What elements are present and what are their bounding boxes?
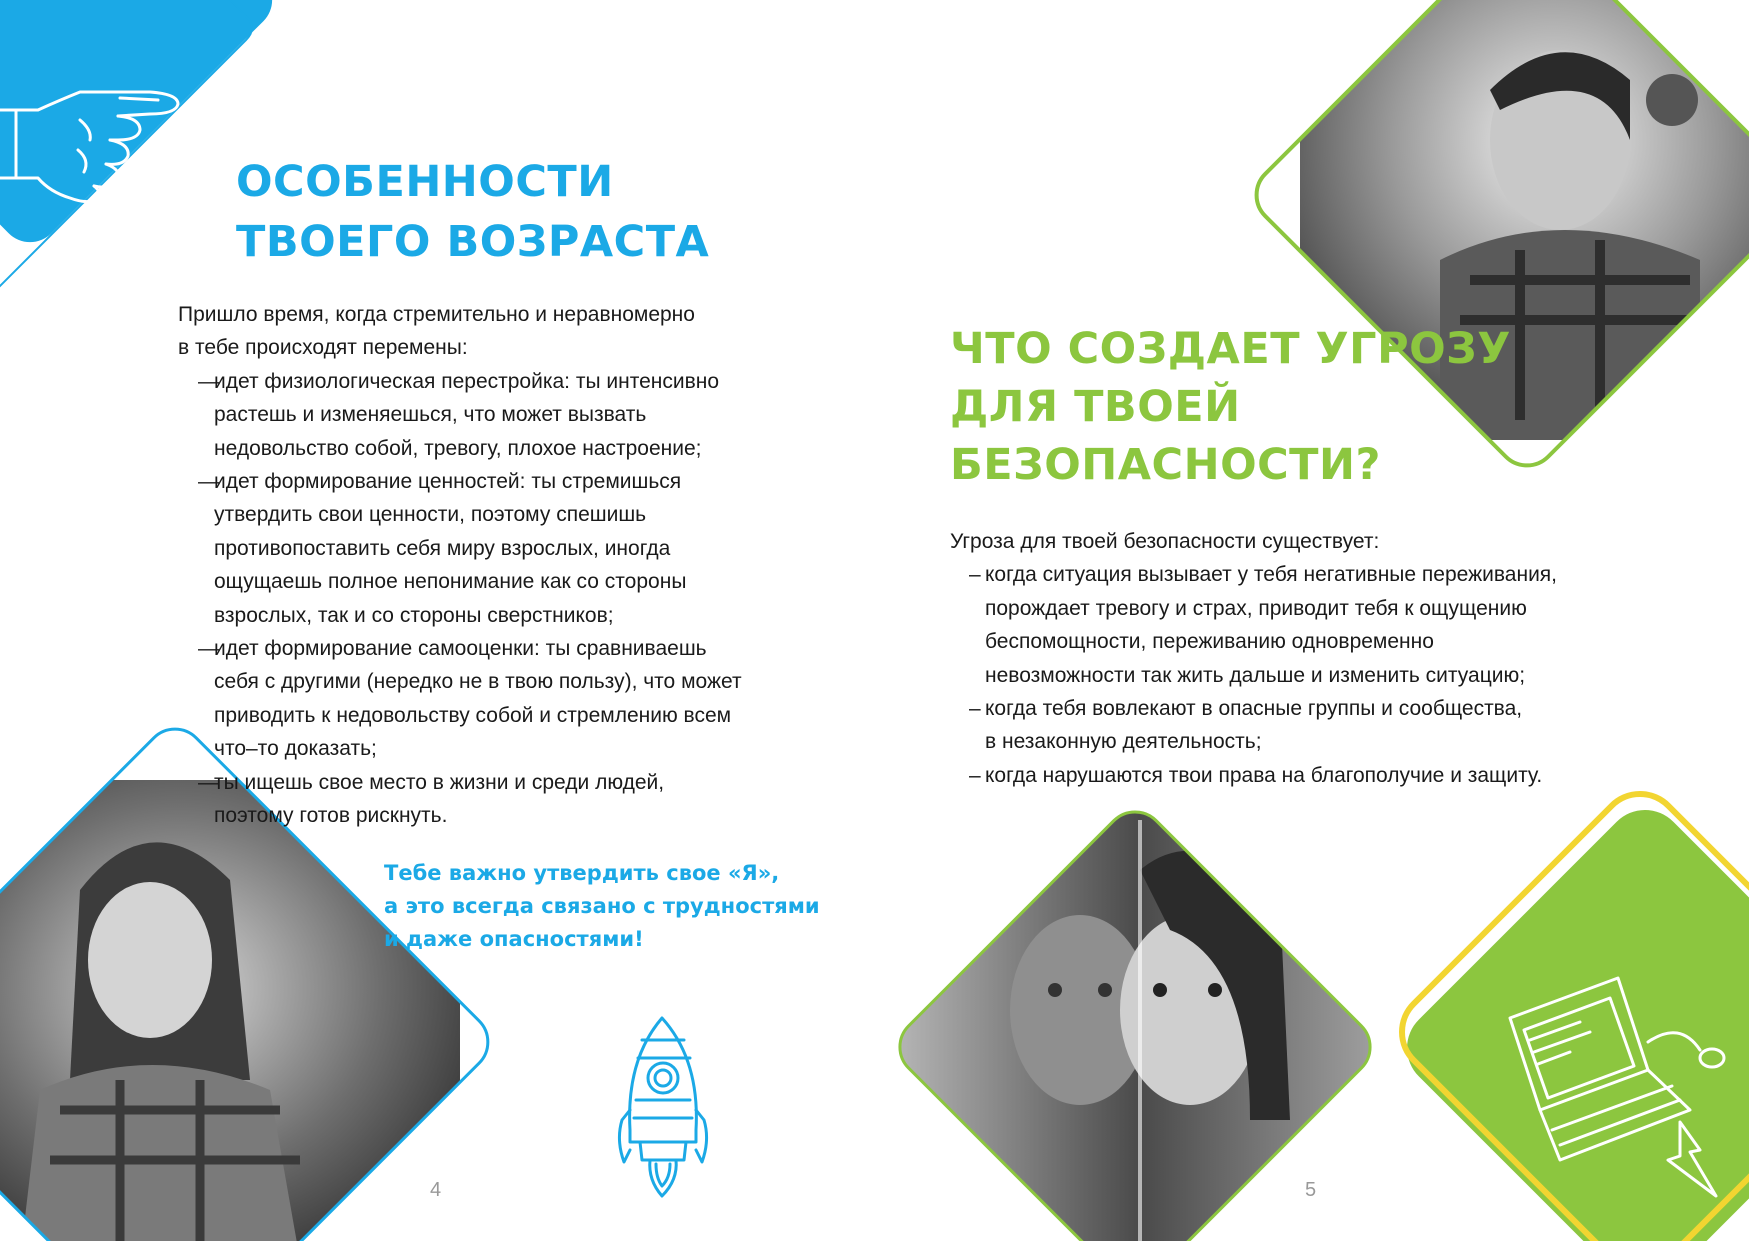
bullet-line: растешь и изменяешься, что может вызвать — [214, 403, 647, 427]
highlight-line: Тебе важно утвердить свое «Я», — [384, 861, 780, 885]
bullet-line: что–то доказать; — [214, 737, 377, 761]
bullet-dash: – — [969, 697, 981, 721]
rocket-icon — [619, 1018, 706, 1196]
list-item — [950, 692, 1557, 759]
bullet-line: в незаконную деятельность; — [985, 730, 1262, 754]
bullet-line: ощущаешь полное непонимание как со стороны — [214, 570, 687, 594]
bullet-line: себя с другими (нередко не в твою пользу), что может — [214, 670, 742, 694]
right-page-title — [950, 320, 1511, 494]
bullet-dash: — — [198, 770, 219, 794]
intro-line: Угроза для твоей безопасности существует: — [950, 530, 1380, 553]
left-bullet-list — [178, 365, 742, 833]
bullet-line: приводить к недовольству собой и стремлению всем — [214, 703, 732, 727]
bullet-dash: – — [969, 763, 981, 787]
list-item — [178, 465, 742, 632]
right-body-text — [950, 525, 1557, 792]
bullet-line: поэтому готов рискнуть. — [214, 804, 448, 828]
list-item — [950, 759, 1557, 792]
bullet-line: когда нарушаются твои права на благополучие и защиту. — [985, 763, 1543, 787]
bullet-line: идет формирование самооценки: ты сравниваешь — [214, 637, 707, 661]
photo-child-mirror — [880, 800, 1400, 1241]
page-number-left: 4 — [430, 1179, 442, 1201]
bullet-line: порождает тревогу и страх, приводит тебя к ощущению — [985, 596, 1527, 620]
list-item — [178, 365, 742, 465]
intro-line: в тебе происходят перемены: — [178, 336, 468, 360]
bullet-line: ты ищешь свое место в жизни и среди людей, — [214, 770, 665, 794]
page-number-right: 5 — [1305, 1179, 1317, 1201]
bullet-dash: – — [969, 563, 981, 587]
bullet-line: беспомощности, переживанию одновременно — [985, 630, 1434, 654]
right-title-line: ЧТО СОЗДАЕТ УГРОЗУ — [950, 324, 1511, 374]
bullet-dash: — — [198, 470, 219, 494]
list-item — [950, 558, 1557, 692]
bullet-line: идет физиологическая перестройка: ты интенсивно — [214, 369, 720, 393]
left-title-line: ОСОБЕННОСТИ — [236, 157, 614, 207]
highlight-line: и даже опасностями! — [384, 927, 644, 951]
right-title-line: БЕЗОПАСНОСТИ? — [950, 440, 1381, 490]
green-laptop-diamond — [1385, 777, 1749, 1241]
highlight-callout — [384, 857, 820, 956]
bullet-line: недовольство собой, тревогу, плохое настроение; — [214, 436, 702, 460]
left-page-title — [236, 152, 709, 272]
highlight-line: а это всегда связано с трудностями — [384, 894, 820, 918]
bullet-dash: — — [198, 369, 219, 393]
list-item — [178, 766, 742, 833]
bullet-line: невозможности так жить дальше и изменить ситуацию; — [985, 663, 1526, 687]
bullet-line: когда тебя вовлекают в опасные группы и сообщества, — [985, 697, 1523, 721]
bullet-line: когда ситуация вызывает у тебя негативные переживания, — [985, 563, 1558, 587]
left-body-text — [178, 298, 742, 833]
bullet-line: противопоставить себя миру взрослых, иногда — [214, 536, 671, 560]
right-bullet-list — [950, 558, 1557, 792]
bullet-line: утвердить свои ценности, поэтому спешишь — [214, 503, 647, 527]
left-title-line: ТВОЕГО ВОЗРАСТА — [236, 217, 710, 267]
bullet-line: идет формирование ценностей: ты стремишься — [214, 470, 682, 494]
bullet-line: взрослых, так и со стороны сверстников; — [214, 603, 614, 627]
right-title-line: ДЛЯ ТВОЕЙ — [950, 382, 1241, 432]
intro-line: Пришло время, когда стремительно и неравномерно — [178, 303, 695, 326]
list-item — [178, 632, 742, 766]
bullet-dash: — — [198, 637, 219, 661]
